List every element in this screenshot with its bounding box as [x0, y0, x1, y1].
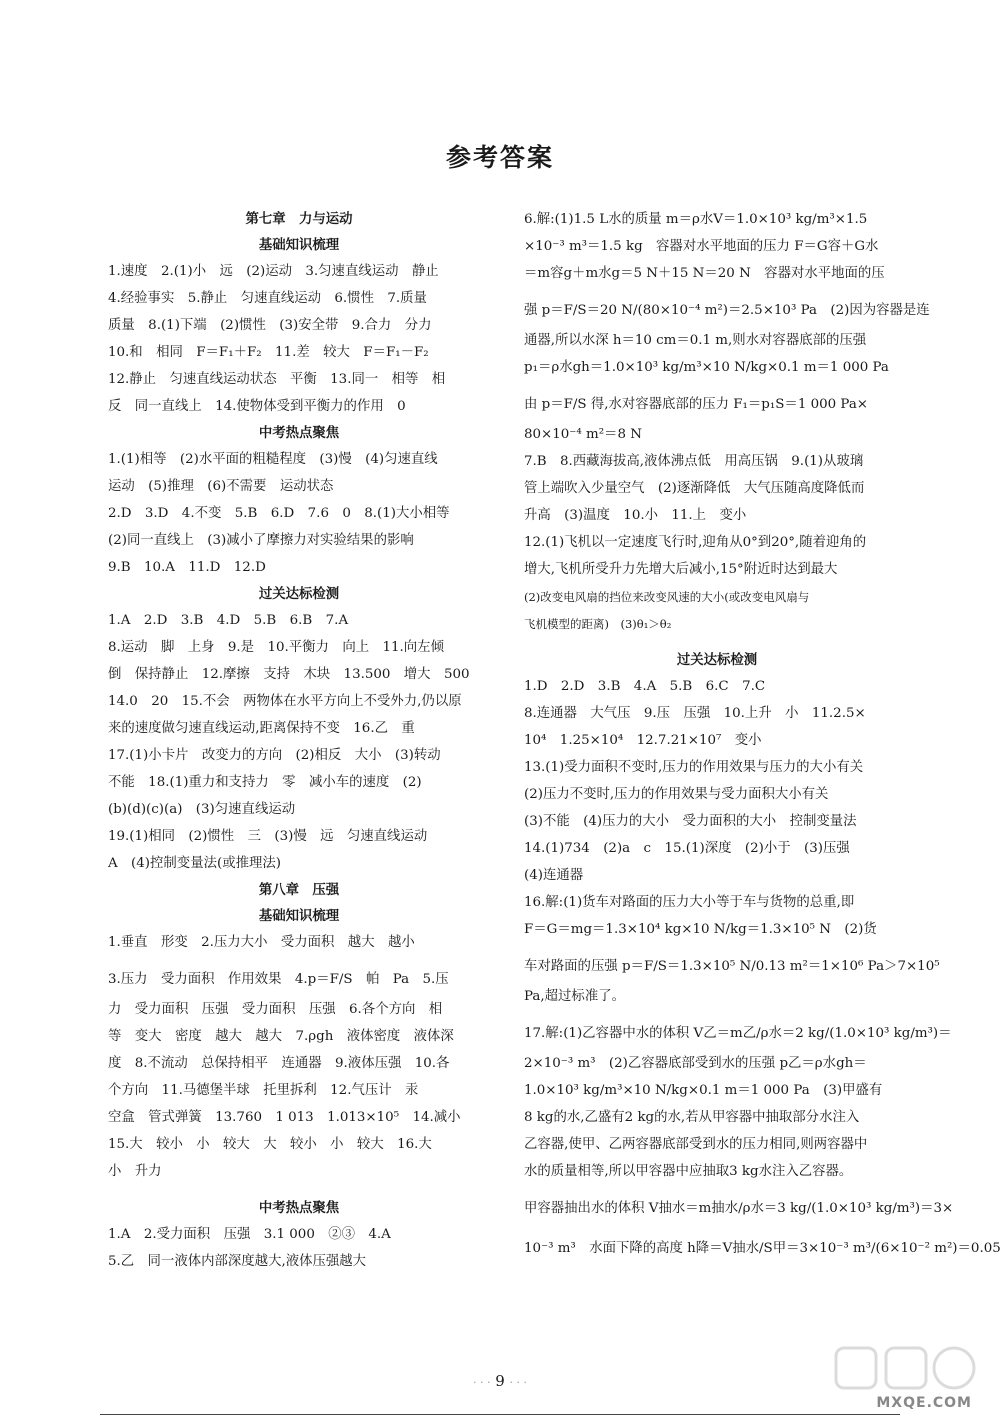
answer-line: 力 受力面积 压强 受力面积 压强 6.各个方向 相 — [108, 1002, 443, 1017]
answer-line: 强 p＝F/S＝20 N/(80×10⁻⁴ m²)＝2.5×10³ Pa (2)因为容器是连 — [524, 303, 930, 318]
answer-line: (4)连通器 — [524, 868, 584, 883]
left-column — [108, 210, 490, 1279]
answer-line: 1.速度 2.(1)小 远 (2)运动 3.匀速直线运动 静止 — [108, 264, 439, 279]
answer-line: 空盒 管式弹簧 13.760 1 013 1.013×10⁵ 14.减小 — [108, 1110, 461, 1125]
answer-line: 13.(1)受力面积不变时,压力的作用效果与压力的大小有关 — [524, 760, 864, 775]
answer-line: 17.解:(1)乙容器中水的体积 V乙＝m乙/ρ水＝2 kg/(1.0×10³ kg/m³)＝ — [524, 1026, 952, 1041]
answer-line: 19.(1)相同 (2)惯性 三 (3)慢 远 匀速直线运动 — [108, 829, 428, 844]
answer-line: A (4)控制变量法(或推理法) — [108, 856, 281, 871]
page-dots-left: · · · — [472, 1376, 491, 1389]
answer-line: 10⁴ 1.25×10⁴ 12.7.21×10⁷ 变小 — [524, 733, 762, 748]
section-heading: 中考热点聚焦 — [258, 1201, 340, 1216]
bottom-divider — [100, 1414, 900, 1415]
answer-line: 17.(1)小卡片 改变力的方向 (2)相反 大小 (3)转动 — [108, 748, 441, 763]
answer-line: 飞机模型的距离) (3)θ₁＞θ₂ — [524, 617, 672, 631]
answer-line: 5.乙 同一液体内部深度越大,液体压强越大 — [108, 1254, 367, 1269]
answer-line: 1.垂直 形变 2.压力大小 受力面积 越大 越小 — [108, 935, 415, 950]
answer-line: ＝m容g＋m水g＝5 N＋15 N＝20 N 容器对水平地面的压 — [524, 266, 885, 281]
answer-line: 8.运动 脚 上身 9.是 10.平衡力 向上 11.向左倾 — [108, 640, 444, 655]
section-heading: 基础知识梳理 — [258, 909, 340, 924]
answer-line: p₁＝ρ水gh＝1.0×10³ kg/m³×10 N/kg×0.1 m＝1 000 Pa — [524, 360, 889, 375]
answer-line: 10.和 相同 F＝F₁＋F₂ 11.差 较大 F＝F₁－F₂ — [108, 345, 429, 360]
answer-line: 12.(1)飞机以一定速度飞行时,迎角从0°到20°,随着迎角的 — [524, 535, 867, 550]
answer-line: 度 8.不流动 总保持相平 连通器 9.液体压强 10.各 — [108, 1056, 450, 1071]
answer-line: 2×10⁻³ m³ (2)乙容器底部受到水的压强 p乙＝ρ水gh＝ — [524, 1056, 867, 1071]
answer-line: 质量 8.(1)下端 (2)惯性 (3)安全带 9.合力 分力 — [108, 318, 432, 333]
answer-line: 个方向 11.马德堡半球 托里拆利 12.气压计 汞 — [108, 1083, 419, 1098]
chapter-7-title: 第七章 力与运动 — [245, 212, 353, 227]
answer-line: 9.B 10.A 11.D 12.D — [108, 560, 266, 575]
answer-line: 8.连通器 大气压 9.压 压强 10.上升 小 11.2.5× — [524, 706, 866, 721]
answer-line: 1.D 2.D 3.B 4.A 5.B 6.C 7.C — [524, 679, 766, 694]
chapter-8-title: 第八章 压强 — [258, 883, 340, 898]
answer-line: (b)(d)(c)(a) (3)匀速直线运动 — [108, 802, 296, 817]
answer-line: 14.0 20 15.不会 两物体在水平方向上不受外力,仍以原 — [108, 694, 462, 709]
answer-line: (2)压力不变时,压力的作用效果与受力面积大小有关 — [524, 787, 829, 802]
answer-line: 3.压力 受力面积 作用效果 4.p＝F/S 帕 Pa 5.压 — [108, 972, 449, 987]
section-heading: 过关达标检测 — [676, 653, 758, 668]
answer-line: 通器,所以水深 h＝10 cm＝0.1 m,则水对容器底部的压强 — [524, 333, 867, 348]
section-heading: 过关达标检测 — [258, 587, 340, 602]
answer-line: 水的质量相等,所以甲容器中应抽取3 kg水注入乙容器。 — [524, 1164, 853, 1179]
answer-line: 1.A 2.受力面积 压强 3.1 000 ②③ 4.A — [108, 1227, 391, 1242]
section-heading: 中考热点聚焦 — [258, 426, 340, 441]
answer-line: 16.解:(1)货车对路面的压力大小等于车与货物的总重,即 — [524, 895, 855, 910]
answer-line: 1.A 2.D 3.B 4.D 5.B 6.B 7.A — [108, 613, 349, 628]
page-title: 参考答案 — [445, 143, 554, 172]
answer-line: 倒 保持静止 12.摩擦 支持 木块 13.500 增大 500 — [108, 667, 470, 682]
page-number-value: 9 — [495, 1372, 505, 1390]
answer-line: 由 p＝F/S 得,水对容器底部的压力 F₁＝p₁S＝1 000 Pa× — [524, 397, 869, 412]
answer-line: (2)同一直线上 (3)减小了摩擦力对实验结果的影响 — [108, 533, 414, 548]
answer-line: 等 变大 密度 越大 越大 7.ρgh 液体密度 液体深 — [108, 1029, 454, 1044]
section-heading: 基础知识梳理 — [258, 238, 340, 253]
answer-line: (2)改变电风扇的挡位来改变风速的大小(或改变电风扇与 — [524, 590, 810, 604]
answer-line: 14.(1)734 (2)a c 15.(1)深度 (2)小于 (3)压强 — [524, 841, 850, 856]
answer-line: 反 同一直线上 14.使物体受到平衡力的作用 0 — [108, 399, 406, 414]
answer-line: F＝G＝mg＝1.3×10⁴ kg×10 N/kg＝1.3×10⁵ N (2)货 — [524, 922, 877, 937]
answer-line: (3)不能 (4)压力的大小 受力面积的大小 控制变量法 — [524, 814, 857, 829]
answer-line: 8 kg的水,乙盛有2 kg的水,若从甲容器中抽取部分水注入 — [524, 1110, 860, 1125]
answer-line: 运动 (5)推理 (6)不需要 运动状态 — [108, 479, 334, 494]
answer-line: 1.(1)相等 (2)水平面的粗糙程度 (3)慢 (4)匀速直线 — [108, 452, 438, 467]
answer-line: 小 升力 — [108, 1164, 162, 1179]
answer-line: 6.解:(1)1.5 L水的质量 m＝ρ水V＝1.0×10³ kg/m³×1.5 — [524, 212, 868, 227]
answer-line: ×10⁻³ m³＝1.5 kg 容器对水平地面的压力 F＝G容＋G水 — [524, 239, 879, 254]
answer-line: 15.大 较小 小 较大 大 较小 小 较大 16.大 — [108, 1137, 432, 1152]
page-dots-right: · · · — [509, 1376, 528, 1389]
answer-line: 来的速度做匀速直线运动,距离保持不变 16.乙 重 — [108, 721, 415, 736]
answer-line: Pa,超过标准了。 — [524, 989, 625, 1004]
answer-line: 80×10⁻⁴ m²＝8 N — [524, 427, 642, 442]
answer-line: 升高 (3)温度 10.小 11.上 变小 — [524, 508, 747, 523]
answer-line: 12.静止 匀速直线运动状态 平衡 13.同一 相等 相 — [108, 372, 446, 387]
watermark-text: MXQE.COM — [876, 1395, 972, 1411]
answer-line: 不能 18.(1)重力和支持力 零 减小车的速度 (2) — [108, 775, 422, 790]
answer-line: 7.B 8.西藏海拔高,液体沸点低 用高压锅 9.(1)从玻璃 — [524, 454, 864, 469]
answer-line: 管上端吹入少量空气 (2)逐渐降低 大气压随高度降低而 — [524, 481, 865, 496]
answer-line: 2.D 3.D 4.不变 5.B 6.D 7.6 0 8.(1)大小相等 — [108, 506, 450, 521]
answer-line: 增大,飞机所受升力先增大后减小,15°附近时达到最大 — [524, 562, 838, 577]
answer-line: 4.经验事实 5.静止 匀速直线运动 6.惯性 7.质量 — [108, 291, 427, 306]
answer-line: 10⁻³ m³ 水面下降的高度 h降＝V抽水/S甲＝3×10⁻³ m³/(6×10⁻² m²)＝0.05 — [524, 1241, 1001, 1256]
right-column — [524, 210, 1001, 1269]
answer-line: 乙容器,使甲、乙两容器底部受到水的压力相同,则两容器中 — [524, 1137, 868, 1152]
answer-line: 1.0×10³ kg/m³×10 N/kg×0.1 m＝1 000 Pa (3)甲盛有 — [524, 1083, 883, 1098]
answer-line: 车对路面的压强 p＝F/S＝1.3×10⁵ N/0.13 m²＝1×10⁶ Pa＞7×10⁵ — [524, 959, 940, 974]
answer-line: 甲容器抽出水的体积 V抽水＝m抽水/ρ水＝3 kg/(1.0×10³ kg/m³)＝3× — [524, 1201, 954, 1216]
